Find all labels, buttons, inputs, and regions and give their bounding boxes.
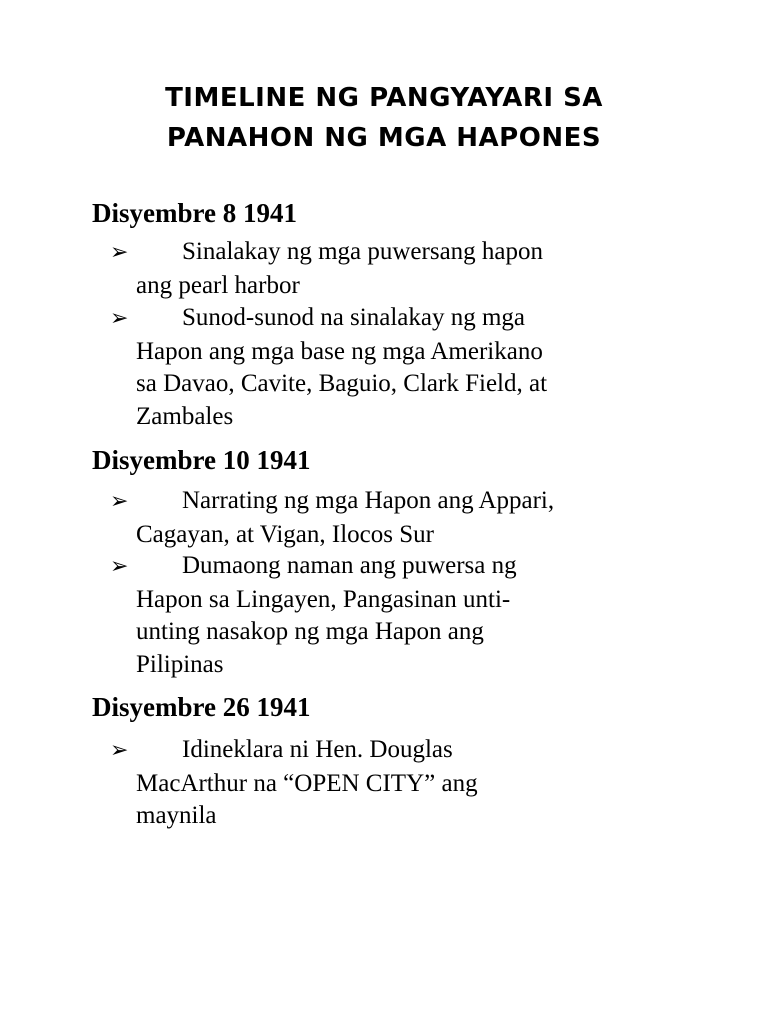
timeline-bullet-item: ➢ Idineklara ni Hen. Douglas MacArthur na “OPEN CITY” ang maynila: [110, 736, 478, 829]
arrow-bullet-icon: ➢: [110, 489, 129, 514]
arrow-bullet-icon: ➢: [110, 306, 129, 331]
timeline-bullet-item: ➢ Sinalakay ng mga puwersang hapon ang pearl harbor: [110, 238, 544, 299]
section-date-heading: Disyembre 10 1941: [92, 445, 311, 475]
arrow-bullet-icon: ➢: [110, 554, 129, 579]
page-title-line-1: TIMELINE NG PANGYAYARI SA: [165, 83, 603, 113]
timeline-bullet-item: ➢ Narrating ng mga Hapon ang Appari, Cagayan, at Vigan, Ilocos Sur: [110, 487, 555, 548]
arrow-bullet-icon: ➢: [110, 738, 129, 763]
arrow-bullet-icon: ➢: [110, 240, 129, 265]
section-date-heading: Disyembre 8 1941: [92, 198, 297, 228]
page-title-line-2: PANAHON NG MGA HAPONES: [166, 123, 602, 153]
timeline-bullet-item: ➢ Dumaong naman ang puwersa ng Hapon sa Lingayen, Pangasinan unti- unting nasakop ng mga Hapon ang Pilipinas: [110, 552, 517, 678]
section-date-heading: Disyembre 26 1941: [92, 692, 311, 722]
timeline-bullet-item: ➢ Sunod-sunod na sinalakay ng mga Hapon ang mga base ng mga Amerikano sa Davao, Cavite, Baguio, Clark Field, at Zambales: [110, 304, 548, 430]
